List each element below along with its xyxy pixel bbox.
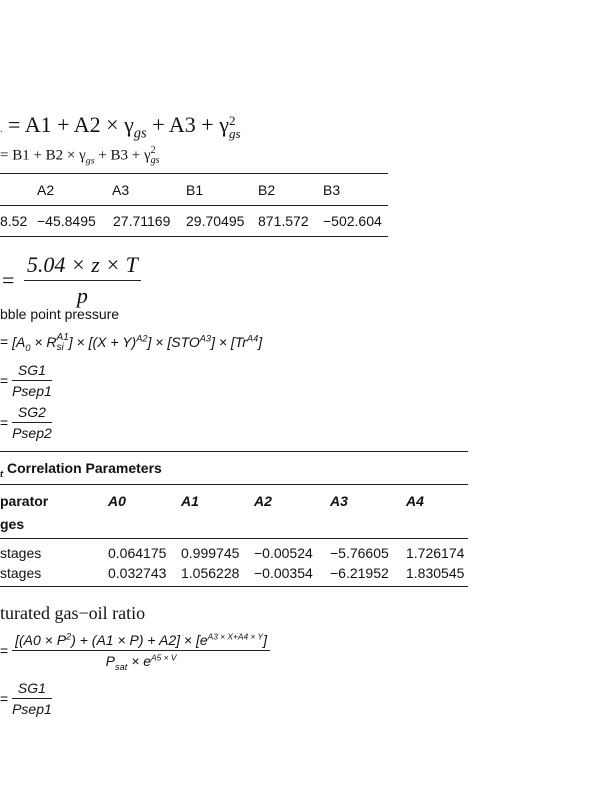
eq2-sub2: gs	[150, 155, 160, 166]
label-bubble-point: bble point pressure	[0, 306, 120, 322]
table2-cell: −6.21952	[330, 565, 389, 581]
eq-rs-numerator	[12, 632, 270, 651]
eq-x3-lhs: =	[0, 690, 9, 707]
table2-row1-label: stages	[0, 545, 42, 561]
eq-x1-numerator: SG1	[12, 362, 52, 381]
table2-cell: 1.726174	[406, 545, 465, 561]
table2-header: A0	[108, 493, 126, 509]
eq1-sup: 2	[228, 112, 236, 128]
table2-cell: 1.830545	[406, 565, 465, 581]
table2-cell: 0.032743	[108, 565, 167, 581]
table2-title-sub: t	[0, 468, 4, 479]
eq1-lhs: .	[0, 124, 3, 135]
eq-pb-sup: A4	[246, 333, 259, 344]
equation-gamma-b	[0, 146, 160, 166]
table1-mid-rule	[0, 205, 388, 206]
table1-cell: −45.8495	[37, 213, 96, 229]
eq-pb-part: [A	[12, 333, 26, 350]
label-saturated-gor: turated gas−oil ratio	[0, 603, 146, 623]
eq1-part: + A3 + γ	[146, 112, 229, 137]
table2-top-rule	[0, 451, 468, 452]
equation-x3	[0, 680, 52, 717]
eq-x1-lhs: =	[0, 372, 9, 389]
eq-pb-part: ]	[258, 333, 263, 350]
table1-header: A2	[37, 182, 55, 198]
table1-cell: 27.71169	[113, 213, 171, 229]
eq-pb-sup: A3	[199, 333, 212, 344]
equation-gamma-a	[0, 112, 241, 140]
table1-cell: 871.572	[258, 213, 309, 229]
equation-density	[2, 252, 141, 309]
eq-x3-numerator: SG1	[12, 680, 52, 699]
eq-x2-numerator: SG2	[12, 404, 52, 423]
table1-cell: 8.52	[0, 213, 28, 229]
eq-density-numerator: 5.04 × z × T	[24, 252, 141, 281]
eq-rs-den-sup: A5 × V	[151, 652, 177, 663]
eq2-sup: 2	[150, 145, 156, 156]
table2-header: A1	[181, 493, 199, 509]
table2-cell: 1.056228	[181, 565, 240, 581]
eq-rs-num-sup: A3 × X+A4 × Y	[207, 631, 264, 642]
eq1-sub: gs	[133, 125, 147, 142]
table1-header: B2	[258, 182, 276, 198]
eq-rs-denominator	[12, 651, 270, 672]
table2-header-col1: parator	[0, 493, 49, 509]
eq-rs-lhs: =	[0, 642, 9, 659]
eq-pb-part: ] × [Tr	[211, 333, 247, 350]
table2-row2-label: stages	[0, 565, 42, 581]
eq-rs-den-part: × e	[127, 653, 152, 669]
equation-gor	[0, 631, 270, 672]
table2-mid-rule	[0, 538, 468, 539]
table2-title	[0, 460, 162, 479]
table1-cell: 29.70495	[186, 213, 245, 229]
eq-pb-part: ] × [(X + Y)	[68, 333, 137, 350]
eq-pb-part: × R	[30, 333, 57, 350]
table2-header: A3	[330, 493, 348, 509]
eq-pb-sup: A1	[56, 332, 69, 343]
table1-header: B1	[186, 182, 204, 198]
eq1-sub2: gs	[228, 125, 241, 141]
table2-cell: 0.999745	[181, 545, 240, 561]
eq1-part: = A1 + A2 × γ	[8, 112, 134, 137]
table1-cell: −502.604	[323, 213, 382, 229]
eq-rs-num-part: [(A0 × P	[15, 632, 67, 648]
eq2-part: = B1 + B2 × γ	[0, 147, 86, 164]
equation-x1	[0, 362, 52, 399]
eq-pb-sub: 0	[25, 342, 31, 353]
eq-rs-den-sub: sat	[115, 661, 128, 672]
table1-header: B3	[323, 182, 341, 198]
table2-title-text: Correlation Parameters	[6, 460, 162, 476]
eq-pb-part: ] × [STO	[147, 333, 200, 350]
eq-density-lhs: =	[2, 267, 15, 293]
table2-cell: −5.76605	[330, 545, 389, 561]
table2-cell: −0.00354	[254, 565, 313, 581]
eq-pb-sub2: si	[56, 342, 64, 353]
eq-rs-num-part: ]	[263, 632, 268, 648]
table1-top-rule	[0, 173, 388, 174]
eq-rs-num-part: ) + (A1 × P) + A2] × [e	[71, 632, 208, 648]
eq-rs-num-sup: 2	[66, 631, 72, 642]
eq2-sub: gs	[85, 155, 95, 167]
eq-x3-denominator: Psep1	[12, 701, 52, 717]
equation-x2	[0, 404, 52, 441]
table2-bottom-rule	[0, 586, 468, 587]
equation-bubble-point	[0, 333, 262, 353]
table2-cell: 0.064175	[108, 545, 167, 561]
eq2-part: + B3 + γ	[94, 147, 151, 164]
table2-header-col1: ges	[0, 516, 25, 532]
table2-header-rule	[0, 484, 468, 485]
eq-density-denominator: p	[76, 283, 88, 308]
eq-x2-denominator: Psep2	[12, 425, 52, 441]
eq-pb-lhs: =	[0, 333, 9, 350]
eq-x2-lhs: =	[0, 414, 9, 431]
eq-pb-sup: A2	[136, 333, 148, 344]
eq-x1-denominator: Psep1	[12, 383, 52, 399]
table1-bottom-rule	[0, 236, 388, 237]
eq-rs-den-part: P	[105, 653, 115, 669]
table1-header: A3	[112, 182, 130, 198]
table2-header: A2	[254, 493, 272, 509]
table2-cell: −0.00524	[254, 545, 313, 561]
table2-header: A4	[406, 493, 424, 509]
